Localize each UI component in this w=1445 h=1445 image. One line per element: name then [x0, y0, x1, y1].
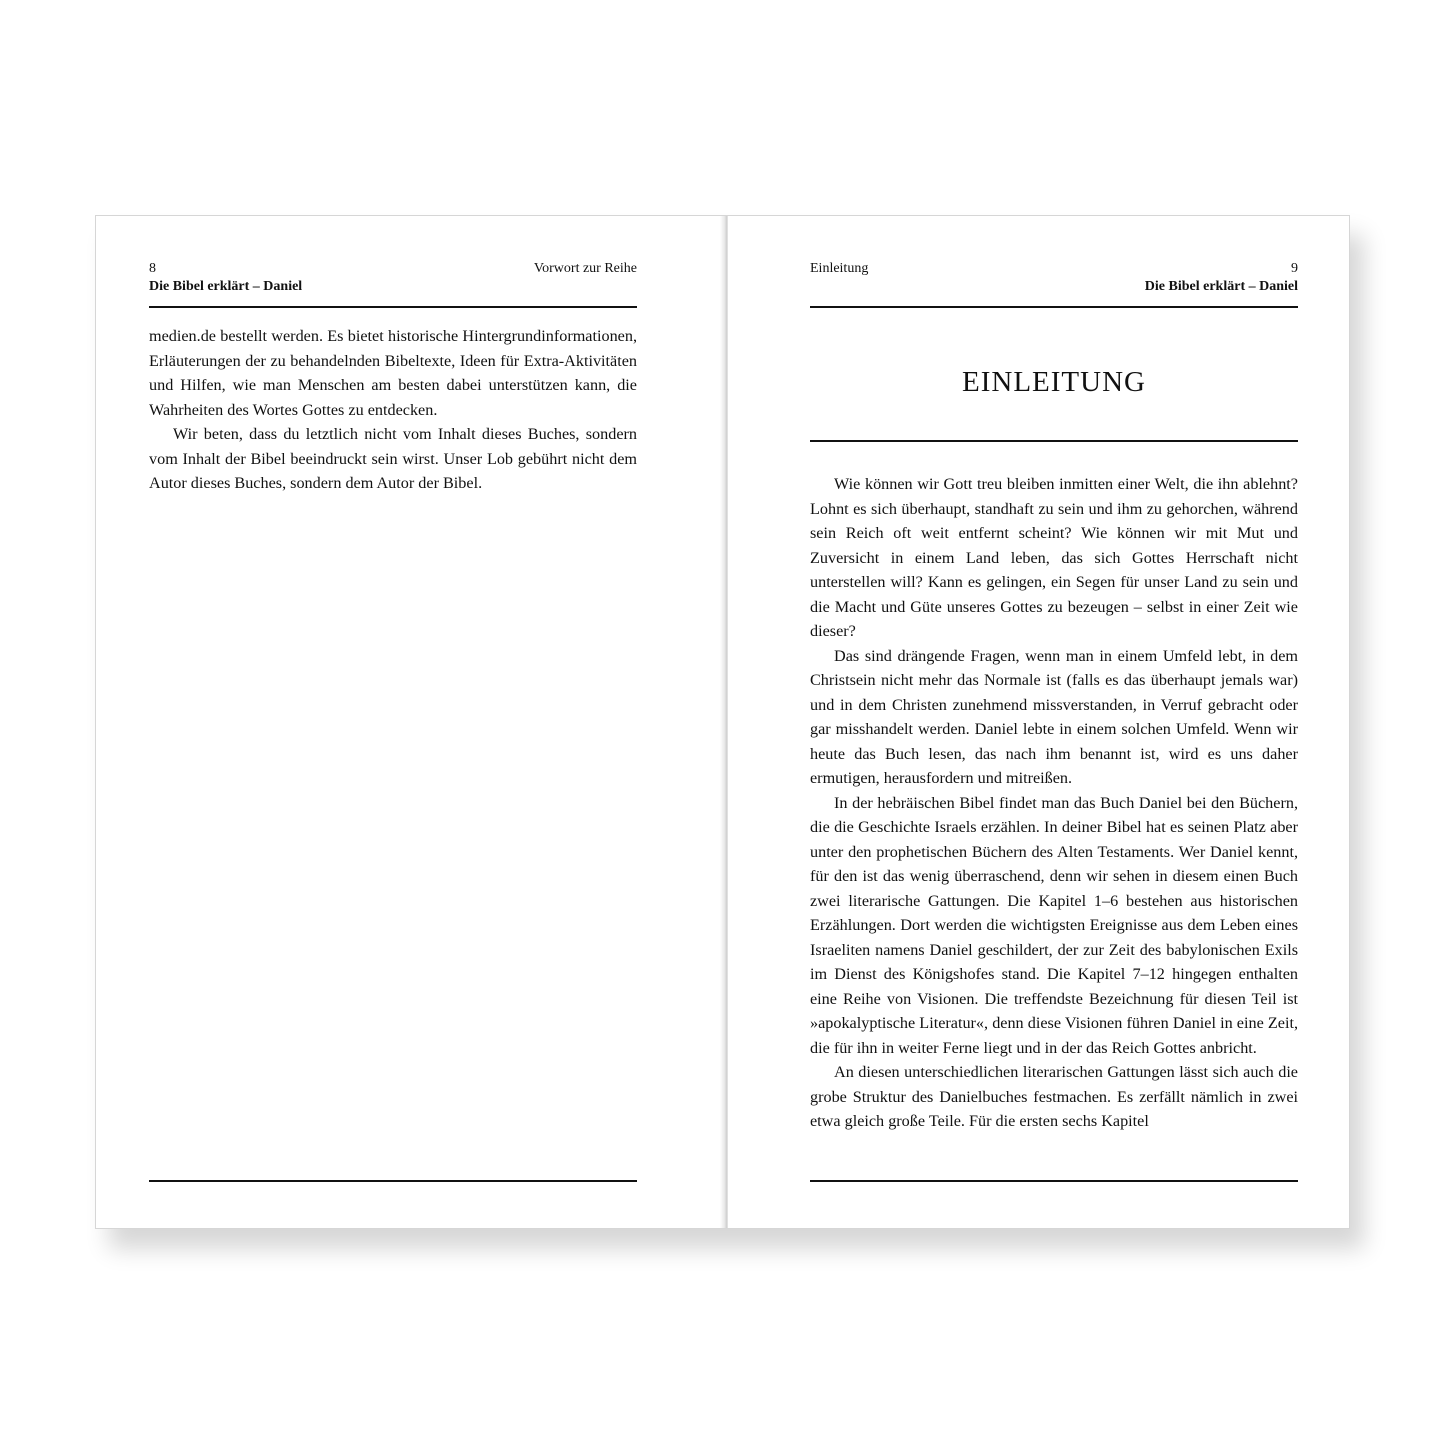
left-body-text — [149, 324, 637, 496]
left-running-head — [149, 260, 637, 296]
chapter-heading: EINLEITUNG — [962, 366, 1146, 398]
right-paragraph-4: An diesen unterschiedlichen literarischen Gattungen lässt sich auch die grobe Struktur des Danielbuches festmachen. Es zerfällt nämlich in zwei etwa gleich große Teile. Für die ersten sechs Kapitel — [810, 1063, 1298, 1130]
left-page — [149, 216, 637, 1228]
left-section-title: Vorwort zur Reihe — [533, 261, 637, 276]
right-footer-rule — [810, 1180, 1298, 1182]
right-paragraph-2: Das sind drängende Fragen, wenn man in einem Umfeld lebt, in dem Christsein nicht mehr das Normale ist (falls es das überhaupt jemals war) und in dem Christen zunehmend missverstanden, in Verruf gebracht oder gar misshandelt werden. Daniel lebte in einem solchen Umfeld. Wenn wir heute das Buch lesen, das nach ihm benannt ist, wird es uns daher ermutigen, herausfordern und mitreißen. — [810, 646, 1298, 787]
left-footer-rule — [149, 1180, 637, 1182]
left-book-title: Die Bibel erklärt – Daniel — [149, 279, 303, 294]
right-paragraph-3: In der hebräischen Bibel findet man das Buch Daniel bei den Büchern, die die Geschichte Israels erzählen. In deiner Bibel hat es seinen Platz aber unter den prophetischen Büchern des Alten Testaments. Wer Daniel kennt, für den ist das wenig überraschend, denn wir sehen in diesem einen Buch zwei literarische Gattungen. Die Kapitel 1–6 bestehen aus historischen Erzählungen. Dort werden die wichtigsten Ereignisse aus dem Leben eines Israeliten namens Daniel geschildert, der zur Zeit des babylonischen Exils im Dienst des Königshofes stand. Die Kapitel 7–12 hingegen enthalten eine Reihe von Visionen. Die treffendste Bezeichnung für diesen Teil ist »apokalyptische Literatur«, denn diese Visionen führen Daniel in eine Zeit, die für ihn in weiter Ferne liegt und in der das Reich Gottes anbricht. — [810, 793, 1298, 1057]
left-paragraph-1: medien.de bestellt werden. Es bietet historische Hintergrundinformationen, Erläuterungen der zu behandelnden Bibeltexte, Ideen für Extra-Aktivitäten und Hilfen, wie man Menschen am besten dabei unterstützen kann, die Wahrheiten des Wortes Gottes zu entdecken. — [149, 327, 637, 419]
right-body-text — [810, 472, 1298, 1134]
right-book-title: Die Bibel erklärt – Daniel — [1144, 279, 1298, 294]
book-gutter — [720, 216, 728, 1228]
right-page-number: 9 — [1291, 261, 1298, 276]
left-header-rule — [149, 306, 637, 308]
right-page — [810, 216, 1298, 1228]
right-section-title: Einleitung — [810, 261, 869, 276]
right-paragraph-1: Wie können wir Gott treu bleiben inmitten einer Welt, die ihn ablehnt? Lohnt es sich überhaupt, standhaft zu sein und ihm zu gehorchen, während sein Reich oft weit entfernt scheint? Wie können wir mit Mut und Zuversicht in einem Land leben, das sich Gottes Herrschaft nicht unterstellen will? Kann es gelingen, ein Segen für unser Land zu sein und die Macht und Güte unseres Gottes zu bezeugen – selbst in einer Zeit wie dieser? — [810, 475, 1298, 640]
book-spread — [95, 215, 1350, 1229]
chapter-heading-rule — [810, 440, 1298, 442]
left-paragraph-2: Wir beten, dass du letztlich nicht vom Inhalt dieses Buches, sondern vom Inhalt der Bibel beeindruckt sein wirst. Unser Lob gebührt nicht dem Autor dieses Buches, sondern dem Autor der Bibel. — [149, 425, 637, 492]
right-header-rule — [810, 306, 1298, 308]
left-page-number: 8 — [149, 261, 156, 276]
right-running-head — [810, 260, 1298, 296]
